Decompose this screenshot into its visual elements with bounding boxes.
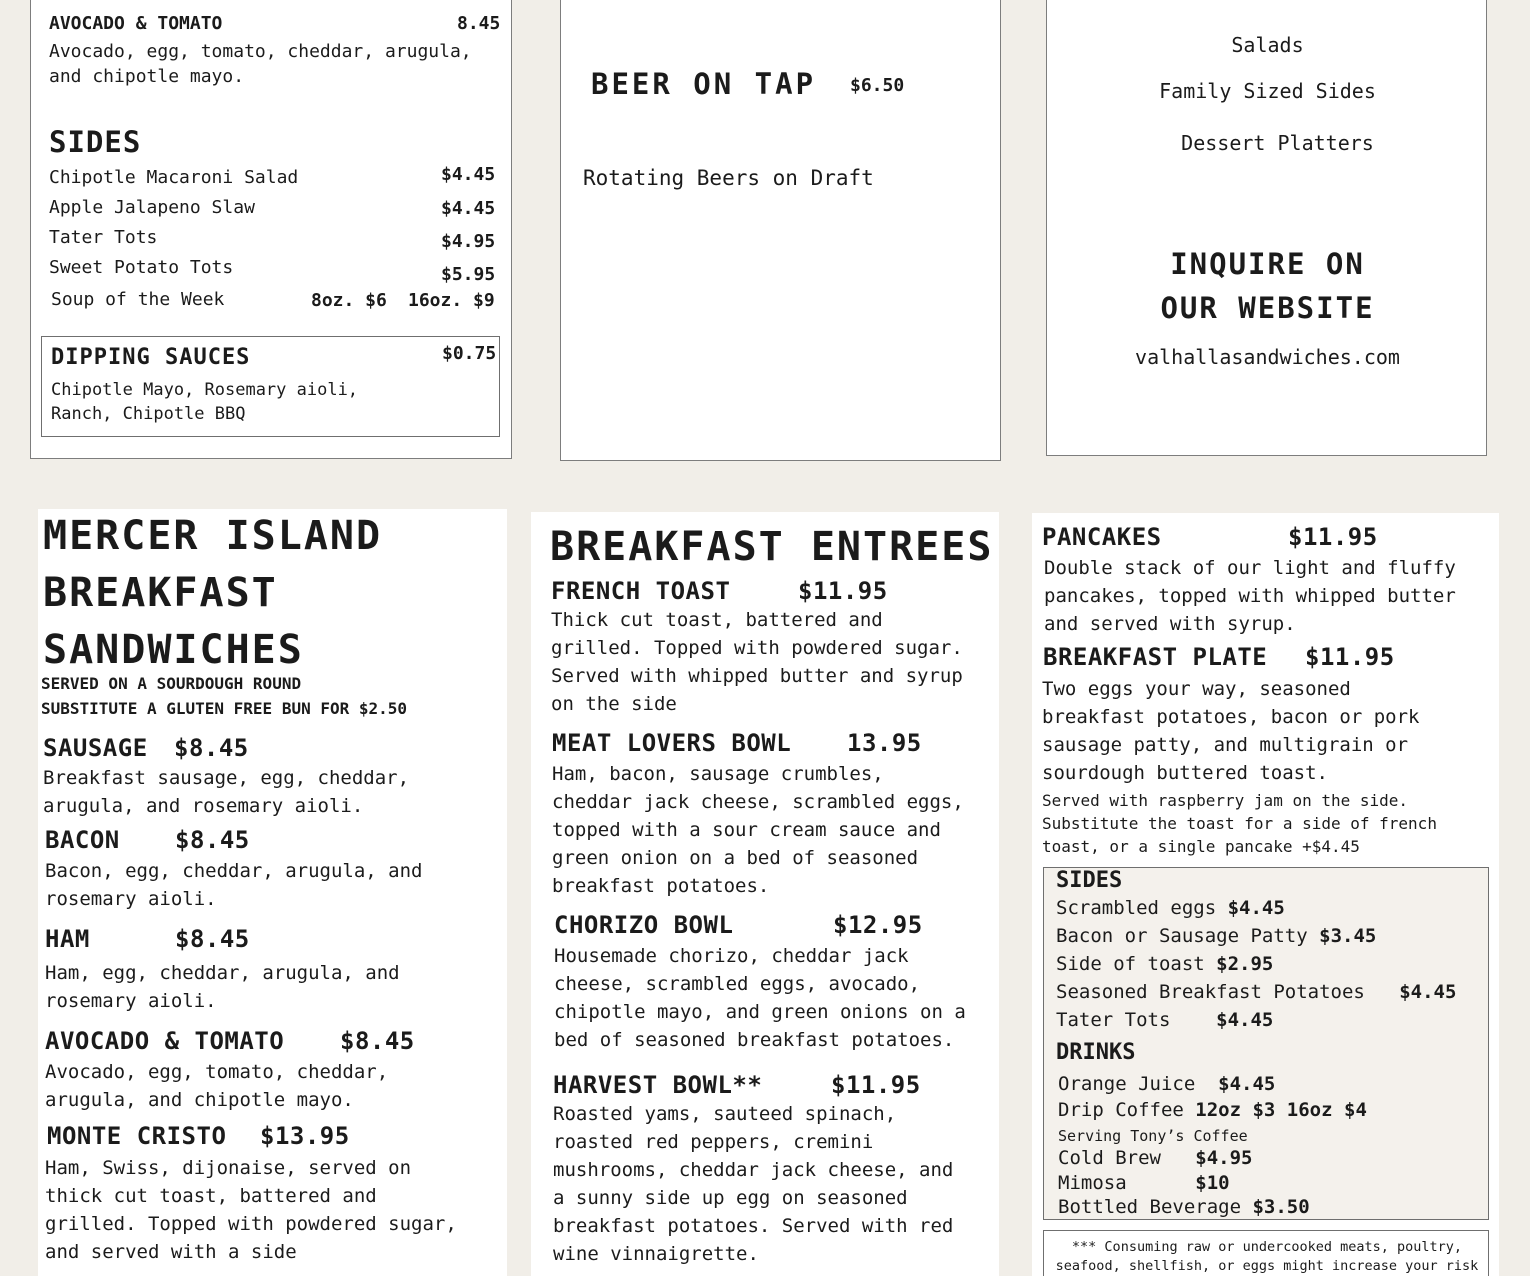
side-price: $5.95 — [441, 264, 496, 285]
entree-price: $12.95 — [833, 911, 923, 939]
entree-name: CHORIZO BOWL — [554, 911, 734, 939]
warning-line-2: seafood, shellfish, or eggs might increase your risk — [1055, 1258, 1479, 1274]
catering-item: Dessert Platters — [1181, 131, 1374, 155]
side-item: Scrambled eggs $4.45 — [1056, 897, 1285, 919]
pancakes-plate-panel — [1032, 513, 1499, 1276]
breakfast-plate-price: $11.95 — [1305, 643, 1395, 671]
sandwich-desc: Avocado, egg, tomato, cheddar, arugula, and chipotle mayo. — [45, 1061, 389, 1111]
inquire-heading-1: INQUIRE ON — [1170, 247, 1365, 281]
avocado-tomato-price: 8.45 — [457, 13, 501, 34]
entree-desc: Ham, bacon, sausage crumbles, cheddar jack cheese, scrambled eggs, topped with a sour cream sauce and green onion on a bed of seasoned breakfast potatoes. — [552, 763, 964, 897]
beer-on-tap-price: $6.50 — [850, 75, 905, 96]
sandwiches-note-2: SUBSTITUTE A GLUTEN FREE BUN FOR $2.50 — [41, 699, 408, 718]
sandwich-name: BACON — [45, 826, 120, 854]
side-name: Apple Jalapeno Slaw — [49, 197, 255, 218]
entrees-title: BREAKFAST ENTREES — [550, 524, 994, 570]
side-item: Tater Tots $4.45 — [1056, 1009, 1274, 1031]
drink-item: Orange Juice $4.45 — [1058, 1073, 1276, 1095]
entree-name: FRENCH TOAST — [551, 577, 731, 605]
drink-item: Cold Brew $4.95 — [1058, 1147, 1253, 1169]
soup-16oz-price: 16oz. $9 — [408, 290, 495, 311]
sides-heading: SIDES — [49, 125, 142, 159]
drink-item: Mimosa $10 — [1058, 1172, 1230, 1194]
sandwiches-title-line-3: SANDWICHES — [43, 627, 304, 673]
side-name: Sweet Potato Tots — [49, 257, 234, 278]
entree-name: MEAT LOVERS BOWL — [552, 729, 792, 757]
entree-desc: Thick cut toast, battered and grilled. Topped with powdered sugar. Served with whipped butter and syrup on the side — [551, 609, 963, 715]
entree-desc: Housemade chorizo, cheddar jack cheese, scrambled eggs, avocado, chipotle mayo, and green onions on a bed of seasoned breakfast potatoes. — [554, 945, 966, 1051]
pancakes-price: $11.95 — [1288, 523, 1378, 551]
inquire-heading-2: OUR WEBSITE — [1160, 291, 1375, 325]
top-middle-menu-panel — [560, 0, 1001, 461]
drink-item: Bottled Beverage $3.50 — [1058, 1196, 1310, 1218]
soup-name: Soup of the Week — [51, 289, 225, 310]
breakfast-sandwiches-panel — [38, 509, 507, 1276]
entree-price: $11.95 — [798, 577, 888, 605]
sandwich-name: HAM — [45, 925, 90, 953]
sandwich-price: $8.45 — [340, 1027, 415, 1055]
side-price: $4.45 — [441, 164, 496, 185]
sides-heading: SIDES — [1056, 868, 1123, 893]
entree-name: HARVEST BOWL** — [553, 1071, 763, 1099]
side-name: Chipotle Macaroni Salad — [49, 167, 299, 188]
sandwich-name: MONTE CRISTO — [47, 1122, 227, 1150]
side-item: Seasoned Breakfast Potatoes $4.45 — [1056, 981, 1457, 1003]
sandwich-desc: Ham, egg, cheddar, arugula, and rosemary aioli. — [45, 962, 400, 1012]
sandwich-price: $8.45 — [175, 925, 250, 953]
sandwiches-title-line-2: BREAKFAST — [43, 570, 278, 616]
dipping-sauces-price: $0.75 — [442, 343, 497, 364]
pancakes-name: PANCAKES — [1042, 523, 1162, 551]
soup-8oz-price: 8oz. $6 — [311, 290, 387, 311]
sandwich-name: SAUSAGE — [43, 734, 148, 762]
sandwich-desc: Breakfast sausage, egg, cheddar, arugula, and rosemary aioli. — [43, 767, 410, 817]
sandwich-desc: Bacon, egg, cheddar, arugula, and rosemary aioli. — [45, 860, 423, 910]
sandwiches-title-line-1: MERCER ISLAND — [43, 513, 383, 559]
dipping-sauces-box — [41, 336, 500, 437]
raw-food-warning-box — [1043, 1230, 1489, 1276]
side-item: Side of toast $2.95 — [1056, 953, 1274, 975]
side-name: Tater Tots — [49, 227, 158, 248]
breakfast-plate-name: BREAKFAST PLATE — [1043, 643, 1268, 671]
dipping-sauces-line-2: Ranch, Chipotle BBQ — [51, 404, 246, 424]
catering-item: Salads — [1231, 33, 1304, 57]
entree-price: $11.95 — [831, 1071, 921, 1099]
catering-item: Family Sized Sides — [1159, 79, 1376, 103]
drink-item: Drip Coffee 12oz $3 16oz $4 — [1058, 1099, 1367, 1121]
top-right-menu-panel — [1046, 0, 1487, 456]
avocado-tomato-desc-2: and chipotle mayo. — [49, 66, 245, 87]
breakfast-entrees-panel — [531, 512, 999, 1276]
avocado-tomato-name: AVOCADO & TOMATO — [49, 13, 223, 34]
coffee-note: Serving Tony’s Coffee — [1058, 1127, 1248, 1145]
sandwich-price: $13.95 — [260, 1122, 350, 1150]
sandwiches-note-1: SERVED ON A SOURDOUGH ROUND — [41, 674, 302, 693]
entree-price: 13.95 — [847, 729, 922, 757]
dipping-sauces-heading: DIPPING SAUCES — [51, 345, 251, 370]
sandwich-price: $8.45 — [175, 826, 250, 854]
sandwich-name: AVOCADO & TOMATO — [45, 1027, 285, 1055]
warning-line-1: *** Consuming raw or undercooked meats, poultry, — [1071, 1239, 1463, 1255]
website-link[interactable]: valhallasandwiches.com — [1135, 345, 1400, 369]
side-price: $4.95 — [441, 231, 496, 252]
avocado-tomato-desc-1: Avocado, egg, tomato, cheddar, arugula, — [49, 41, 472, 62]
sides-drinks-box — [1043, 867, 1489, 1220]
sandwich-price: $8.45 — [174, 734, 249, 762]
breakfast-plate-note: Served with raspberry jam on the side. Substitute the toast for a side of french toast, or a single pancake +$4.45 — [1042, 791, 1437, 856]
entree-desc: Roasted yams, sauteed spinach, roasted red peppers, cremini mushrooms, cheddar jack cheese, and a sunny side up egg on seasoned breakfast potatoes. Served with red wine vinnaigrette. — [553, 1103, 954, 1265]
drinks-heading: DRINKS — [1056, 1040, 1136, 1065]
side-price: $4.45 — [441, 198, 496, 219]
dipping-sauces-line-1: Chipotle Mayo, Rosemary aioli, — [51, 380, 359, 400]
breakfast-plate-desc: Two eggs your way, seasoned breakfast potatoes, bacon or pork sausage patty, and multigrain or sourdough buttered toast. — [1042, 678, 1420, 784]
sandwich-desc: Ham, Swiss, dijonaise, served on thick cut toast, battered and grilled. Topped with powdered sugar, and served with a side — [45, 1157, 457, 1263]
beer-on-tap-desc: Rotating Beers on Draft — [583, 166, 874, 190]
pancakes-desc: Double stack of our light and fluffy pancakes, topped with whipped butter and served with syrup. — [1044, 557, 1456, 635]
beer-on-tap-heading: BEER ON TAP — [591, 67, 817, 101]
top-left-menu-panel — [30, 0, 512, 459]
side-item: Bacon or Sausage Patty $3.45 — [1056, 925, 1377, 947]
